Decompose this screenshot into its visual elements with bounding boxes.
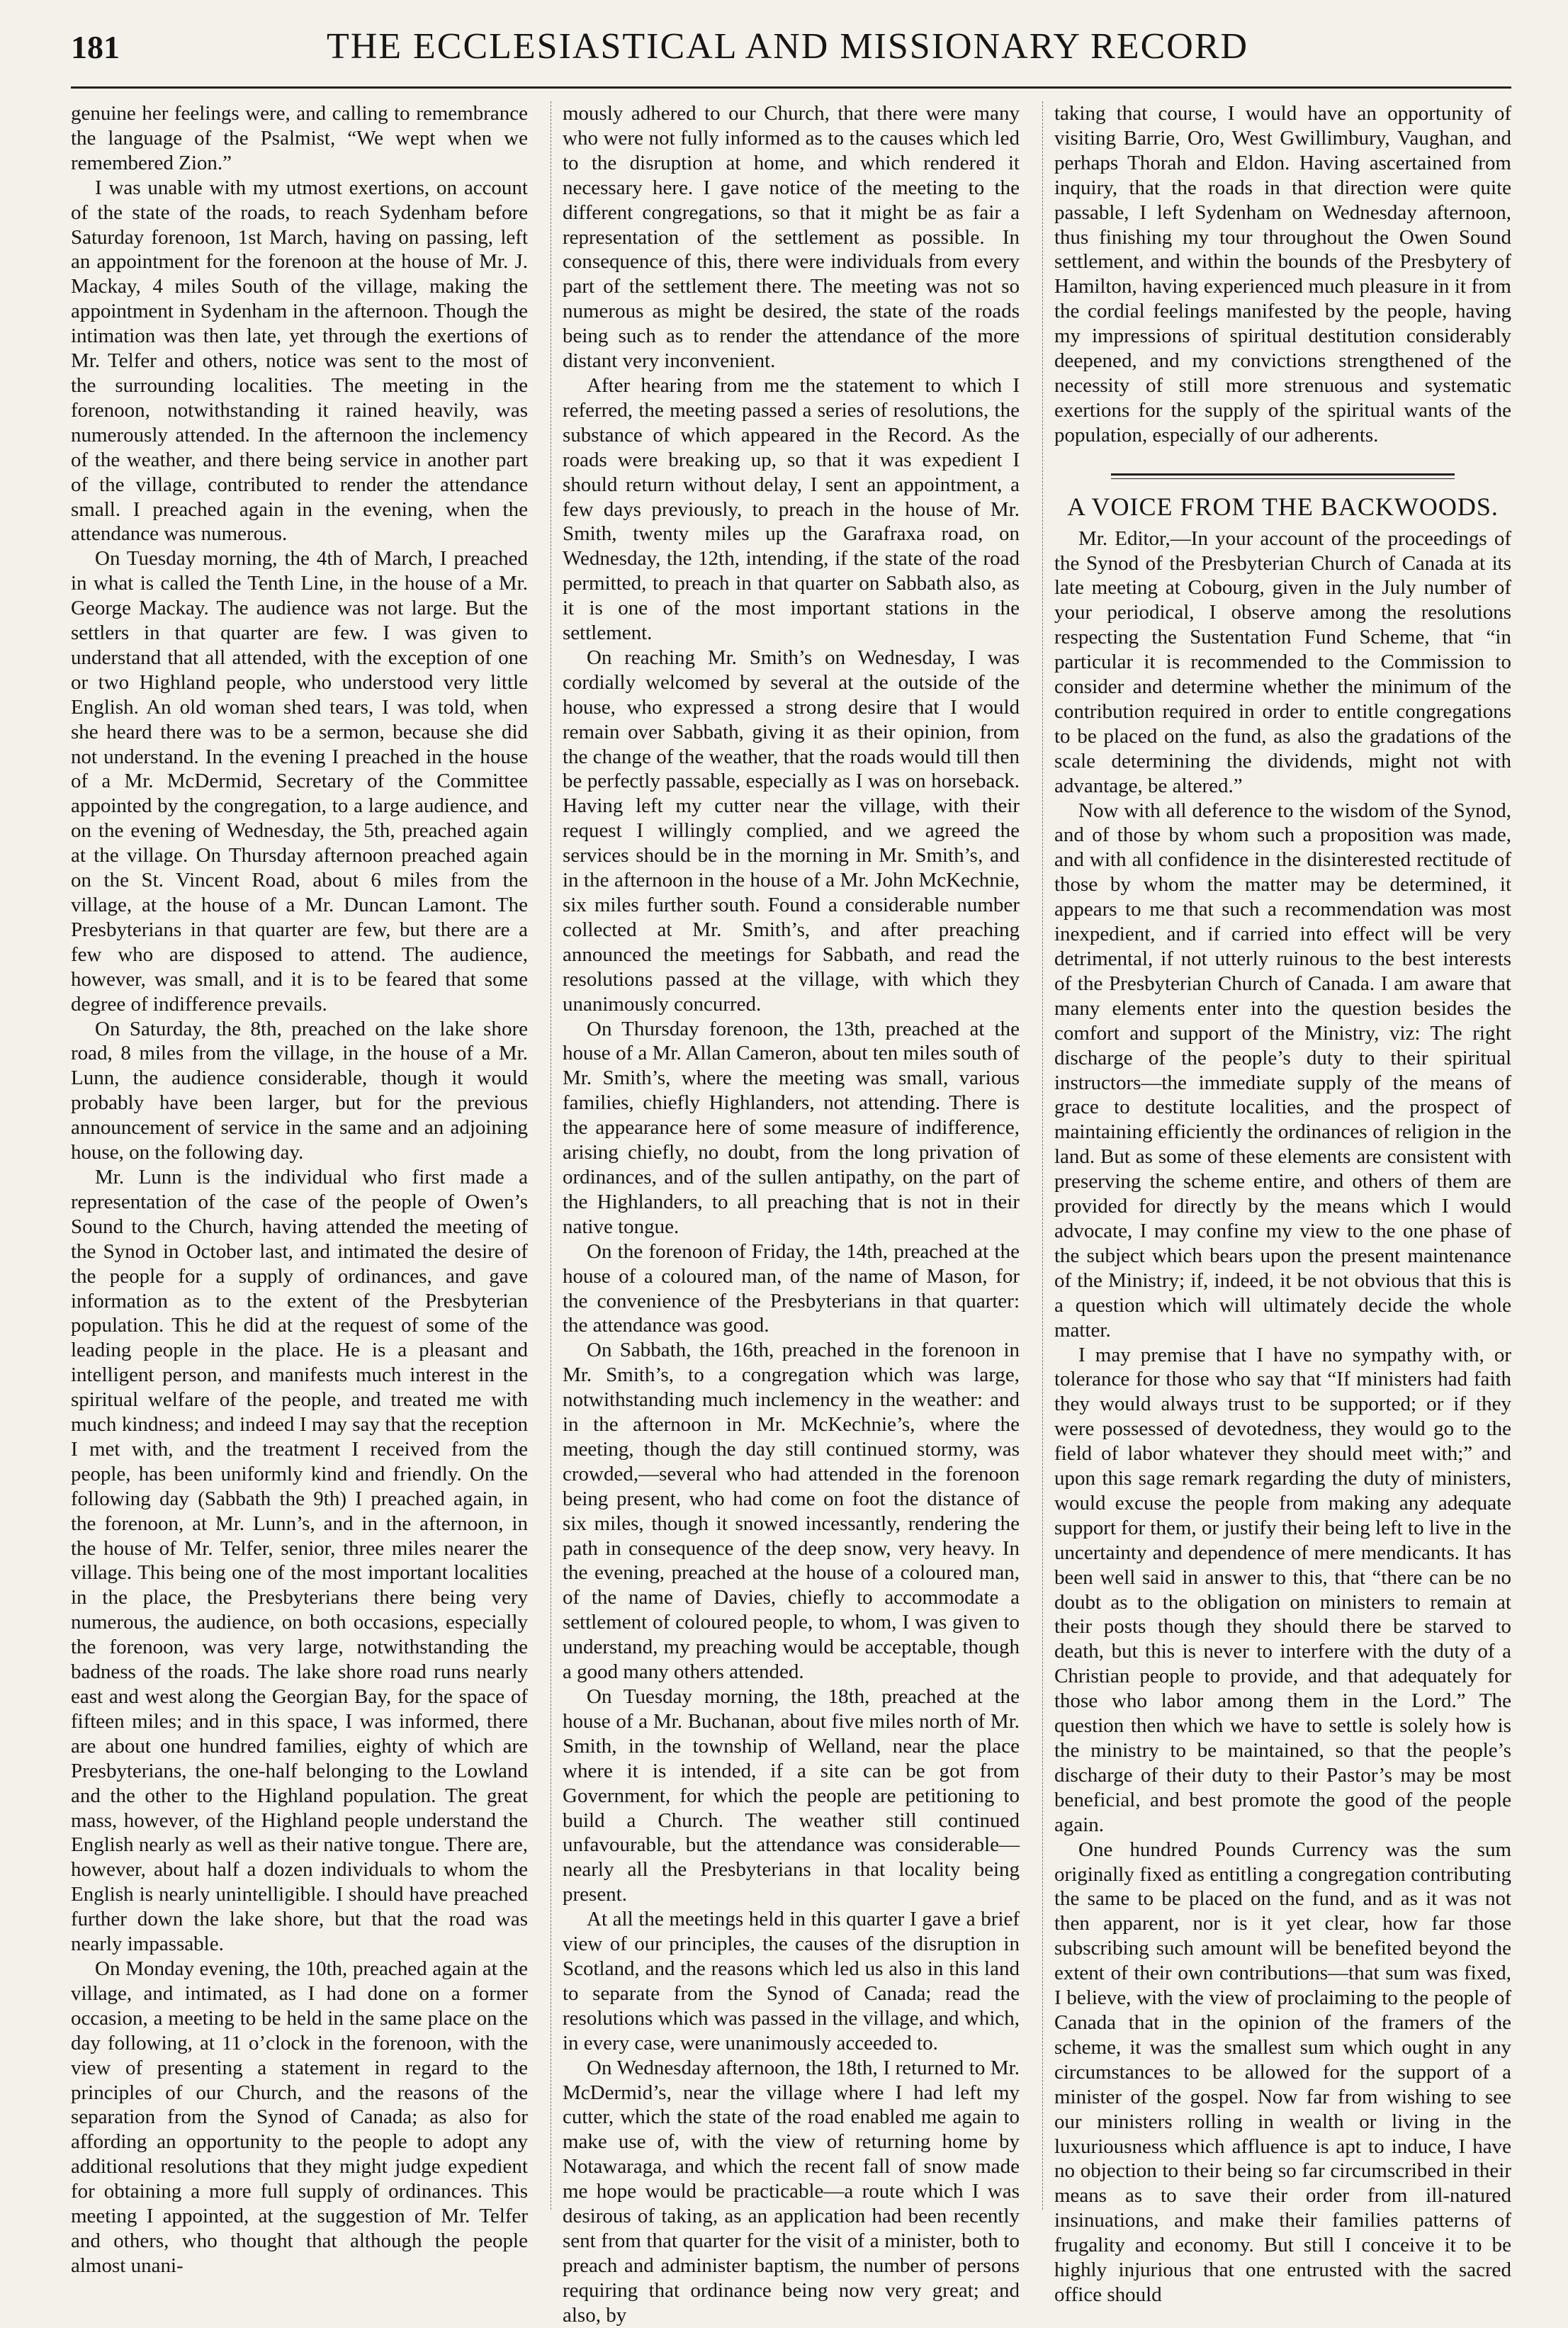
report-conclusion <box>1054 101 1511 448</box>
paragraph: On Saturday, the 8th, preached on the lake shore road, 8 miles from the village, in the house of a Mr. Lunn, the audience considerable, though it would probably have been larger, but for the previous announcement of service in the same and an adjoining house, on the following day. <box>71 1017 528 1164</box>
article-title: A VOICE FROM THE BACKWOODS. <box>1067 492 1499 521</box>
paragraph: Mr. Lunn is the individual who first made a representation of the case of the people of Owen’s Sound to the Church, having attended the meeting of the Synod in October last, and intimated the desire of the people for a supply of ordinances, and gave information as to the extent of the Presbyterian population. This he did at the request of some of the leading people in the place. He is a pleasant and intelligent person, and manifests much interest in the spiritual welfare of the people, and treated me with much kindness; and indeed I may say that the reception I met with, and the treatment I received from the people, has been uniformly kind and friendly. On the following day (Sabbath the 9th) I preached again, in the forenoon, at Mr. Lunn’s, and in the afternoon, in the house of Mr. Telfer, senior, three miles nearer the village. This being one of the most important localities in the place, the Presbyterians there being very numerous, the audience, on both occasions, especially the forenoon, was very large, notwithstanding the badness of the roads. The lake shore road runs nearly east and west along the Georgian Bay, for the space of fifteen miles; and in this space, I was informed, there are about one hundred families, eighty of which are Presbyterians, the one-half belonging to the Lowland and the other to the Highland population. The great mass, however, of the Highland people understand the English nearly as well as their native tongue. There are, however, about half a dozen individuals to whom the English is nearly unintelligible. I should have preached further down the lake shore, but that the road was nearly impassable. <box>71 1165 528 1956</box>
paragraph: On Sabbath, the 16th, preached in the forenoon in Mr. Smith’s, to a congregation which was large, notwithstanding much inclemency in the weather: and in the afternoon in Mr. McKechnie’s, where the meeting, though the day still continued stormy, was crowded,—several who had attended in the forenoon being present, who had come on foot the distance of six miles, though it snowed incessantly, rendering the path in consequence of the deep snow, very heavy. In the evening, preached at the house of a coloured man, of the name of Davies, chiefly to accommodate a settlement of coloured people, to whom, I was given to understand, my preaching would be acceptable, though a good many others attended. <box>563 1339 1020 1684</box>
journal-title: THE ECCLESIASTICAL AND MISSIONARY RECORD <box>326 26 1249 67</box>
column-2 <box>551 101 1020 2327</box>
paragraph: One hundred Pounds Currency was the sum originally fixed as entitling a congregation contributing the same to be placed on the fund, and as it was not then apparent, nor is it yet clear, how far those subscribing such amount will be benefited beyond the extent of their own contributions—that sum was fixed, I believe, with the view of proclaiming to the people of Canada that in the opinion of the framers of the scheme, it was the smallest sum which ought in any circumstances to be allowed for the support of a minister of the gospel. Now far from wishing to see our ministers rolling in wealth or living in the luxuriousness which affluence is apt to induce, I have no objection to their being so far circumscribed in their means as to save their order from ill-natured insinuations, and make their families patterns of frugality and economy. But still I conceive it to be highly injurious that one entrusted with the sacred office should <box>1054 1838 1511 2306</box>
page-header <box>71 26 1511 84</box>
text-columns <box>71 101 1511 2327</box>
paragraph: I was unable with my utmost exertions, on account of the state of the roads, to reach Sydenham before Saturday forenoon, 1st March, having on passing, left an appointment for the forenoon at the house of Mr. J. Mackay, 4 miles South of the village, making the appointment in Sydenham in the afternoon. Though the intimation was then late, yet through the exertions of Mr. Telfer and others, notice was sent to the most of the surrounding localities. The meeting in the forenoon, notwithstanding it rained heavily, was numerously attended. In the afternoon the inclemency of the weather, and there being service in another part of the village, contributed to render the attendance small. I preached again in the evening, when the attendance was numerous. <box>71 176 528 546</box>
paragraph: Now with all deference to the wisdom of the Synod, and of those by whom such a proposition was made, and with all confidence in the disinterested rectitude of those by whom the matter may be determined, it appears to me that such a recommendation was most inexpedient, and if carried into effect will be very detrimental, if not utterly ruinous to the best interests of the Presbyterian Church of Canada. I am aware that many elements enter into the question besides the comfort and support of the Ministry, viz: The right discharge of the people’s duty to their spiritual instructors—the immediate supply of the means of grace to destitute localities, and the prospect of maintaining efficiently the ordinances of religion in the land. But as some of these elements are consistent with preserving the scheme entire, and others of them are provided for directly by the means which I would advocate, I may confine my view to the one phase of the subject which bears upon the present maintenance of the Ministry; if, indeed, it be not obvious that this is a question which will ultimately decide the whole matter. <box>1054 799 1511 1342</box>
paragraph: On the forenoon of Friday, the 14th, preached at the house of a coloured man, of the name of Mason, for the convenience of the Presbyterians in that quarter: the attendance was good. <box>563 1239 1020 1337</box>
article-body <box>1054 527 1511 2307</box>
paragraph-continued: genuine her feelings were, and calling to remembrance the language of the Psalmist, “We wept when we remembered Zion.” <box>71 102 528 174</box>
paragraph-continued: taking that course, I would have an opportunity of visiting Barrie, Oro, West Gwillimbury, Vaughan, and perhaps Thorah and Eldon. Having ascertained from inquiry, that the roads in that direction were quite passable, I left Sydenham on Wednesday afternoon, thus finishing my tour throughout the Owen Sound settlement, and within the bounds of the Presbytery of Hamilton, having experienced much pleasure in it from the cordial feelings manifested by the people, having my impressions of spiritual destitution considerably deepened, and my convictions strengthened of the necessity of still more strenuous and systematic exertions for the supply of the spiritual wants of the population, especially of our adherents. <box>1054 102 1511 446</box>
paragraph-continued: mously adhered to our Church, that there were many who were not fully informed as to the causes which led to the disruption at home, and which rendered it necessary here. I gave notice of the meeting to the different congregations, so that it might be as fair a representation of the settlement as possible. In consequence of this, there were individuals from every part of the settlement there. The meeting was not so numerous as might be desired, the state of the roads being such as to render the attendance of the more distant very inconvenient. <box>563 102 1020 373</box>
article-separator <box>1111 473 1455 479</box>
paragraph: After hearing from me the statement to which I referred, the meeting passed a series of resolutions, the substance of which appeared in the Record. As the roads were breaking up, so that it was expedient I should return without delay, I sent an appointment, a few days previously, to preach in the house of Mr. Smith, twenty miles up the Garafraxa road, on Wednesday, the 12th, intending, if the state of the road permitted, to preach in that quarter on Sabbath also, as it is one of the most important stations in the settlement. <box>563 373 1020 645</box>
paragraph: On Wednesday afternoon, the 18th, I returned to Mr. McDermid’s, near the village where I had left my cutter, which the state of the road enabled me again to make use of, with the view of returning home by Notawaraga, and which the recent fall of snow made me hope would be practicable—a route which I was desirous of taking, as an application had been recently sent from that quarter for the visit of a minister, both to preach and administer baptism, the number of persons requiring that ordinance being now very great; and also, by <box>563 2056 1020 2327</box>
page-number: 181 <box>71 29 120 65</box>
header-rule <box>71 86 1511 89</box>
column-1 <box>71 101 528 2277</box>
paragraph: I may premise that I have no sympathy with, or tolerance for those who say that “If ministers had faith they would always trust to be supported; or if they were possessed of devotedness, they would go to the field of labor whatever they should meet with;” and upon this sage remark regarding the duty of ministers, would excuse the people from making any adequate support for them, or justify their being left to live in the uncertainty and dependence of mere mendicants. It has been well said in answer to this, that “there can be no doubt as to the obligation on ministers to remain at their posts though they should there be starved to death, but this is never to interfere with the duty of a Christian people to provide, and that adequately for those who labor among them in the Lord.” The question then which we have to settle is solely how is the ministry to be maintained, so that the people’s discharge of their duty to their Pastor’s may be most beneficial, and best promote the good of the people again. <box>1054 1343 1511 1836</box>
paragraph: On Thursday forenoon, the 13th, preached at the house of a Mr. Allan Cameron, about ten miles south of Mr. Smith’s, where the meeting was small, various families, chiefly Highlanders, not attending. There is the appearance here of some measure of indifference, arising chiefly, no doubt, from the long privation of ordinances, and of the sullen antipathy, on the part of the Highlanders, to all preaching that is not in their native tongue. <box>563 1017 1020 1238</box>
column-3 <box>1042 101 1511 2306</box>
paragraph: On Tuesday morning, the 4th of March, I preached in what is called the Tenth Line, in the house of a Mr. George Mackay. The audience was not large. But the settlers in that quarter are few. I was given to understand that all attended, with the exception of one or two Highland people, who understood very little English. An old woman shed tears, I was told, when she heard there was to be a sermon, because she did not understand. In the evening I preached in the house of a Mr. McDermid, Secretary of the Committee appointed by the congregation, to a large audience, and on the evening of Wednesday, the 5th, preached again at the village. On Thursday afternoon preached again on the St. Vincent Road, about 6 miles from the village, at the house of a Mr. Duncan Lamont. The Presbyterians in that quarter are few, but there are a few who are disposed to attend. The audience, however, was small, and it is to be feared that some degree of indifference prevails. <box>71 547 528 1016</box>
paragraph: At all the meetings held in this quarter I gave a brief view of our principles, the causes of the disruption in Scotland, and the reasons which led us also in this land to separate from the Synod of Canada; read the resolutions which was passed in the village, and which, in every case, were unanimously acceeded to. <box>563 1908 1020 2054</box>
paragraph: On reaching Mr. Smith’s on Wednesday, I was cordially welcomed by several at the outside of the house, who expressed a strong desire that I would remain over Sabbath, giving it as their opinion, from the change of the weather, that the roads would till then be perfectly passable, especially as I was on horseback. Having left my cutter near the village, with their request I willingly complied, and we agreed the services should be in the morning in Mr. Smith’s, and in the afternoon in the house of a Mr. John McKechnie, six miles further south. Found a considerable number collected at Mr. Smith’s, and after preaching announced the meetings for Sabbath, and read the resolutions passed at the village, with which they unanimously concurred. <box>563 646 1020 1016</box>
paragraph: On Tuesday morning, the 18th, preached at the house of a Mr. Buchanan, about five miles north of Mr. Smith, in the township of Welland, near the place where it is intended, if a site can be got from Government, for which the people are petitioning to build a Church. The weather still continued unfavourable, but the attendance was considerable—nearly all the Presbyterians in that locality being present. <box>563 1685 1020 1906</box>
paragraph: Mr. Editor,—In your account of the proceedings of the Synod of the Presbyterian Church of Canada at its late meeting at Cobourg, given in the July number of your periodical, I observe among the resolutions respecting the Sustentation Fund Scheme, that “in particular it is recommended to the Commission to consider and determine whether the minimum of the contribution required in order to entitle congregations to be placed on the fund, as also the gradations of the scale determining the dividends, might not with advantage, be altered.” <box>1054 527 1511 797</box>
paragraph: On Monday evening, the 10th, preached again at the village, and intimated, as I had done on a former occasion, a meeting to be held in the same place on the day following, at 11 o’clock in the forenoon, with the view of presenting a statement in regard to the principles of our Church, and the reasons of the separation from the Synod of Canada; as also for affording an opportunity to the people to adopt any additional resolutions that they might judge expedient for obtaining a more full supply of ordinances. This meeting I appointed, at the suggestion of Mr. Telfer and others, who thought that although the people almost unani- <box>71 1957 528 2277</box>
